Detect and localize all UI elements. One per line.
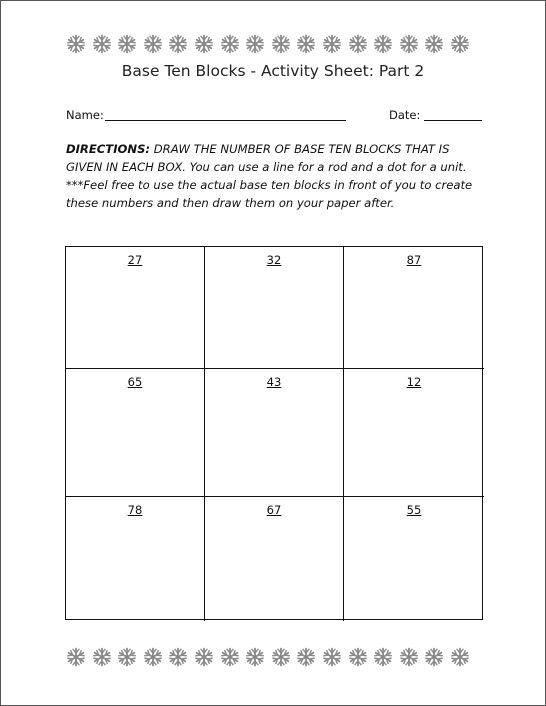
snowflake-icon [245, 34, 265, 54]
snowflake-icon [373, 34, 393, 54]
date-input-line[interactable] [424, 120, 482, 121]
snowflake-icon [296, 34, 316, 54]
snowflake-icon [245, 647, 265, 667]
number-box[interactable] [66, 247, 205, 369]
box-number: 32 [266, 253, 282, 267]
snowflake-icon [194, 647, 214, 667]
snowflake-icon [450, 647, 470, 667]
name-input-line[interactable] [105, 120, 346, 121]
snowflake-icon [348, 647, 368, 667]
number-box[interactable] [205, 247, 344, 369]
number-box-grid [65, 246, 483, 620]
snowflake-icon [66, 647, 86, 667]
number-box[interactable] [66, 369, 205, 497]
snowflake-icon [143, 34, 163, 54]
snowflake-icon [117, 647, 137, 667]
snowflake-icon [399, 34, 419, 54]
snowflake-icon [168, 647, 188, 667]
snowflake-icon [322, 647, 342, 667]
directions-body: DRAW THE NUMBER OF BASE TEN BLOCKS THAT IS GIVEN IN EACH BOX. You can use a line for a rod and a dot for a unit. ***Feel free to use the actual base ten blocks in front of you to create these numbers and then draw them on your paper after. [66, 142, 473, 210]
snowflake-icon [143, 647, 163, 667]
number-box[interactable] [344, 497, 484, 621]
snowflake-icon [117, 34, 137, 54]
number-box[interactable] [205, 369, 344, 497]
snowflake-icon [450, 34, 470, 54]
box-number: 65 [127, 375, 143, 389]
date-label: Date: [389, 108, 421, 122]
snowflake-border-bottom [66, 646, 470, 668]
box-number: 55 [406, 503, 422, 517]
snowflake-icon [92, 647, 112, 667]
number-box[interactable] [344, 247, 484, 369]
snowflake-icon [424, 647, 444, 667]
snowflake-icon [220, 647, 240, 667]
snowflake-icon [399, 647, 419, 667]
box-number: 78 [127, 503, 143, 517]
snowflake-icon [168, 34, 188, 54]
page-title: Base Ten Blocks - Activity Sheet: Part 2 [121, 62, 425, 80]
snowflake-icon [424, 34, 444, 54]
box-number: 27 [127, 253, 143, 267]
box-number: 67 [266, 503, 282, 517]
snowflake-border-top [66, 33, 470, 55]
snowflake-icon [296, 647, 316, 667]
snowflake-icon [220, 34, 240, 54]
snowflake-icon [348, 34, 368, 54]
box-number: 43 [266, 375, 282, 389]
snowflake-icon [271, 647, 291, 667]
snowflake-icon [66, 34, 86, 54]
name-label: Name: [66, 108, 104, 122]
box-number: 87 [406, 253, 422, 267]
number-box[interactable] [66, 497, 205, 621]
box-number: 12 [406, 375, 422, 389]
directions-lead: DIRECTIONS: [66, 142, 151, 156]
snowflake-icon [92, 34, 112, 54]
snowflake-icon [194, 34, 214, 54]
snowflake-icon [322, 34, 342, 54]
number-box[interactable] [205, 497, 344, 621]
directions-text [66, 140, 482, 212]
snowflake-icon [373, 647, 393, 667]
snowflake-icon [271, 34, 291, 54]
number-box[interactable] [344, 369, 484, 497]
